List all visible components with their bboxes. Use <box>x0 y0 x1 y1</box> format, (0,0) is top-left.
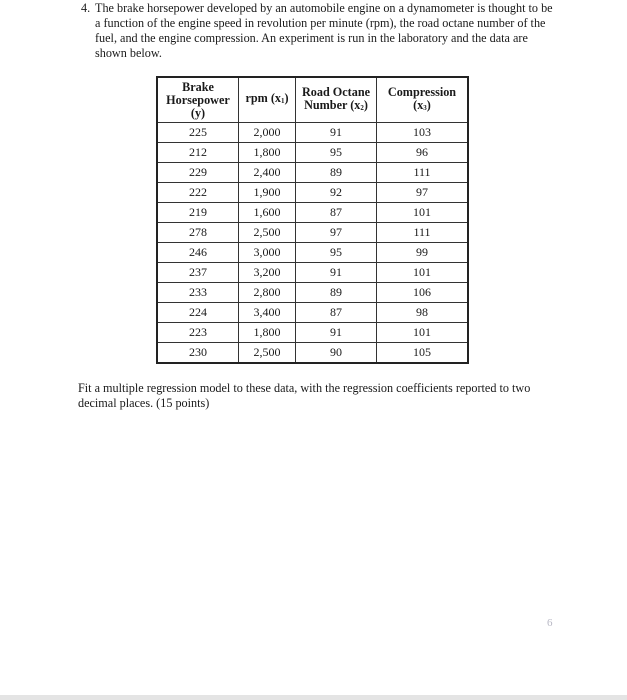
table-cell: 212 <box>157 143 239 163</box>
table-cell: 91 <box>296 263 377 283</box>
table-cell: 87 <box>296 303 377 323</box>
table-cell: 224 <box>157 303 239 323</box>
header-text: (y) <box>190 105 206 120</box>
table-cell: 222 <box>157 183 239 203</box>
table-cell: 2,500 <box>239 343 296 364</box>
page-number: 6 <box>547 617 553 629</box>
table-cell: 101 <box>377 263 469 283</box>
table-cell: 2,000 <box>239 123 296 143</box>
table-cell: 101 <box>377 203 469 223</box>
table-cell: 246 <box>157 243 239 263</box>
header-road-octane <box>296 77 377 123</box>
page-bottom-edge <box>0 695 627 700</box>
table-header-row <box>157 77 468 123</box>
table-cell: 91 <box>296 123 377 143</box>
header-text: Horsepower <box>166 92 230 107</box>
header-text: Road Octane <box>301 84 371 99</box>
table-cell: 106 <box>377 283 469 303</box>
header-close-paren: ) <box>284 91 289 105</box>
table-cell: 97 <box>296 223 377 243</box>
header-close-paren: ) <box>426 97 431 112</box>
table-cell: 2,500 <box>239 223 296 243</box>
header-compression <box>377 77 469 123</box>
table-row <box>157 123 468 143</box>
instruction-text: Fit a multiple regression model to these data, with the regression coefficients reported to two decimal places. (15 points) <box>78 381 531 410</box>
table-cell: 90 <box>296 343 377 364</box>
header-rpm <box>239 77 296 123</box>
table-cell: 223 <box>157 323 239 343</box>
table-cell: 230 <box>157 343 239 364</box>
header-text: Brake <box>182 79 214 94</box>
table-cell: 3,200 <box>239 263 296 283</box>
table-row <box>157 243 468 263</box>
table-cell: 91 <box>296 323 377 343</box>
question-number: 4. <box>81 1 91 15</box>
table-cell: 3,400 <box>239 303 296 323</box>
table-cell: 219 <box>157 203 239 223</box>
table-cell: 95 <box>296 243 377 263</box>
table-cell: 97 <box>377 183 469 203</box>
table-cell: 98 <box>377 303 469 323</box>
table-cell: 92 <box>296 183 377 203</box>
table-cell: 225 <box>157 123 239 143</box>
table-row <box>157 203 468 223</box>
table-row <box>157 283 468 303</box>
table-cell: 1,800 <box>239 323 296 343</box>
table-cell: 237 <box>157 263 239 283</box>
table-row <box>157 223 468 243</box>
table-row <box>157 263 468 283</box>
table-row <box>157 183 468 203</box>
table-cell: 1,900 <box>239 183 296 203</box>
table-cell: 111 <box>377 163 469 183</box>
table-row <box>157 343 468 364</box>
header-subscript: 3 <box>423 103 427 112</box>
table-cell: 95 <box>296 143 377 163</box>
table-cell: 89 <box>296 163 377 183</box>
table-cell: 233 <box>157 283 239 303</box>
table-cell: 105 <box>377 343 469 364</box>
table-cell: 2,800 <box>239 283 296 303</box>
table-cell: 3,000 <box>239 243 296 263</box>
header-text: rpm (x <box>245 91 281 105</box>
header-close-paren: ) <box>363 97 368 112</box>
header-subscript: 1 <box>280 97 285 105</box>
header-brake-horsepower <box>157 77 239 123</box>
header-text: Number (x <box>304 97 361 112</box>
table-cell: 2,400 <box>239 163 296 183</box>
header-text: Compression <box>387 84 457 99</box>
table-cell: 87 <box>296 203 377 223</box>
table-row <box>157 143 468 163</box>
question-block <box>81 1 557 61</box>
table-cell: 229 <box>157 163 239 183</box>
table-cell: 101 <box>377 323 469 343</box>
table-cell: 278 <box>157 223 239 243</box>
question-text: The brake horsepower developed by an automobile engine on a dynamometer is thought to be a function of the engine speed in revolution per minute (rpm), the road octane number of the fuel, and the engine compression. An experiment is run in the laboratory and the data are shown below. <box>95 1 553 60</box>
table-row <box>157 323 468 343</box>
table-cell: 1,800 <box>239 143 296 163</box>
table-body <box>157 123 468 364</box>
table-cell: 96 <box>377 143 469 163</box>
table-cell: 111 <box>377 223 469 243</box>
table-cell: 99 <box>377 243 469 263</box>
table-row <box>157 163 468 183</box>
header-text: (x <box>413 97 424 112</box>
table-cell: 103 <box>377 123 469 143</box>
table-cell: 89 <box>296 283 377 303</box>
data-table <box>156 76 469 364</box>
header-subscript: 2 <box>360 103 364 112</box>
table-cell: 1,600 <box>239 203 296 223</box>
table-row <box>157 303 468 323</box>
